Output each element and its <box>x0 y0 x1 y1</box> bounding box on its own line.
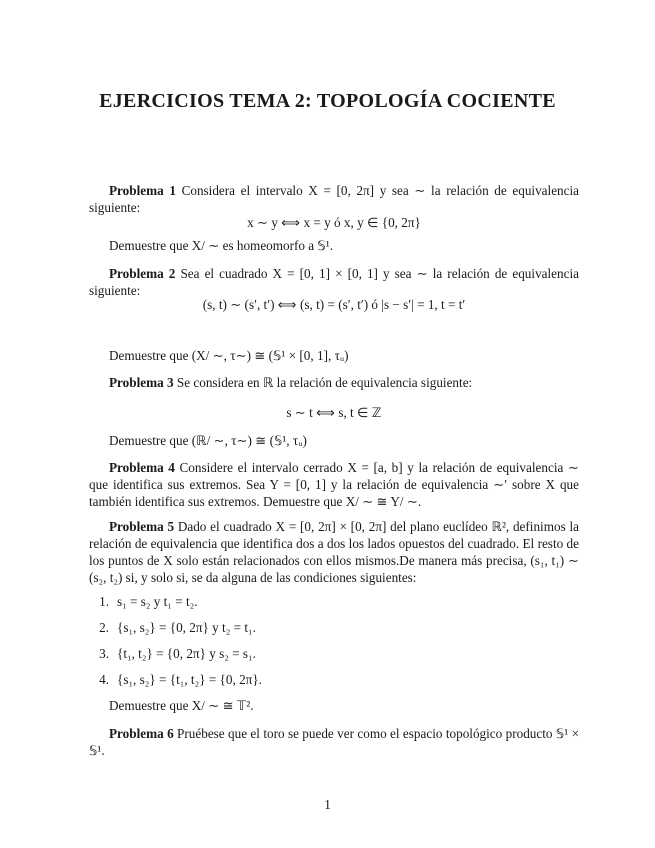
problem-6 <box>89 725 579 759</box>
problem-4-label: Problema 4 <box>109 460 175 475</box>
problem-5-text: Dado el cuadrado X = [0, 2π] × [0, 2π] del plano euclídeo ℝ², definimos la relación de equivalencia que identifica dos a dos los lados opuestos del cuadrado. El resto de los puntos de X solo están relacionados con ellos mismos.De manera más precisa, (s₁, t₁) ∼ (s₂, t₂) si, y solo si, se da alguna de las condiciones siguientes: <box>89 519 579 585</box>
problem-2-text: Sea el cuadrado X = [0, 1] × [0, 1] y sea ∼ la relación de equivalencia siguiente: <box>89 266 579 298</box>
list-item: 3. {t₁, t₂} = {0, 2π} y s₂ = s₁. <box>99 646 256 661</box>
problem-5 <box>89 518 579 586</box>
problem-3-formula: s ∼ t ⟺ s, t ∈ ℤ <box>286 405 382 420</box>
page-number: 1 <box>324 797 331 812</box>
problem-1 <box>89 182 579 216</box>
problem-6-text: Pruébese que el toro se puede ver como el espacio topológico producto 𝕊¹ × 𝕊¹. <box>89 726 580 758</box>
problem-4 <box>89 459 579 510</box>
problem-3-text: Se considera en ℝ la relación de equivalencia siguiente: <box>176 375 473 390</box>
problem-6-label: Problema 6 <box>109 726 174 741</box>
problem-1-label: Problema 1 <box>109 183 176 198</box>
problem-1-text: Considera el intervalo X = [0, 2π] y sea ∼ la relación de equivalencia siguiente: <box>89 183 580 215</box>
problem-2-conclusion: Demuestre que (X/ ∼, τ∼) ≅ (𝕊¹ × [0, 1], τᵤ) <box>109 348 349 363</box>
problem-1-conclusion: Demuestre que X/ ∼ es homeomorfo a 𝕊¹. <box>109 238 334 253</box>
problem-5-conclusion: Demuestre que X/ ∼ ≅ 𝕋². <box>109 698 254 713</box>
list-item: 4. {s₁, s₂} = {t₁, t₂} = {0, 2π}. <box>99 672 262 687</box>
list-item: 1. s₁ = s₂ y t₁ = t₂. <box>99 594 198 609</box>
problem-3-conclusion: Demuestre que (ℝ/ ∼, τ∼) ≅ (𝕊¹, τᵤ) <box>109 433 307 448</box>
problem-3 <box>89 374 579 391</box>
problem-2 <box>89 265 579 299</box>
problem-2-formula: (s, t) ∼ (s′, t′) ⟺ (s, t) = (s′, t′) ó |s − s′| = 1, t = t′ <box>202 297 466 312</box>
problem-4-text: Considere el intervalo cerrado X = [a, b] y la relación de equivalencia ∼ que identifica sus extremos. Sea Y = [0, 1] y la relación de equivalencia ∼′ sobre X que también identifica sus extremos. Demuestre que X/ ∼ ≅ Y/ ∼. <box>89 460 579 509</box>
problem-2-label: Problema 2 <box>109 266 176 281</box>
problem-3-label: Problema 3 <box>109 375 174 390</box>
list-item: 2. {s₁, s₂} = {0, 2π} y t₂ = t₁. <box>99 620 256 635</box>
problem-5-label: Problema 5 <box>109 519 175 534</box>
problem-1-formula: x ∼ y ⟺ x = y ó x, y ∈ {0, 2π} <box>247 215 421 230</box>
document-title: EJERCICIOS TEMA 2: TOPOLOGÍA COCIENTE <box>99 90 556 112</box>
